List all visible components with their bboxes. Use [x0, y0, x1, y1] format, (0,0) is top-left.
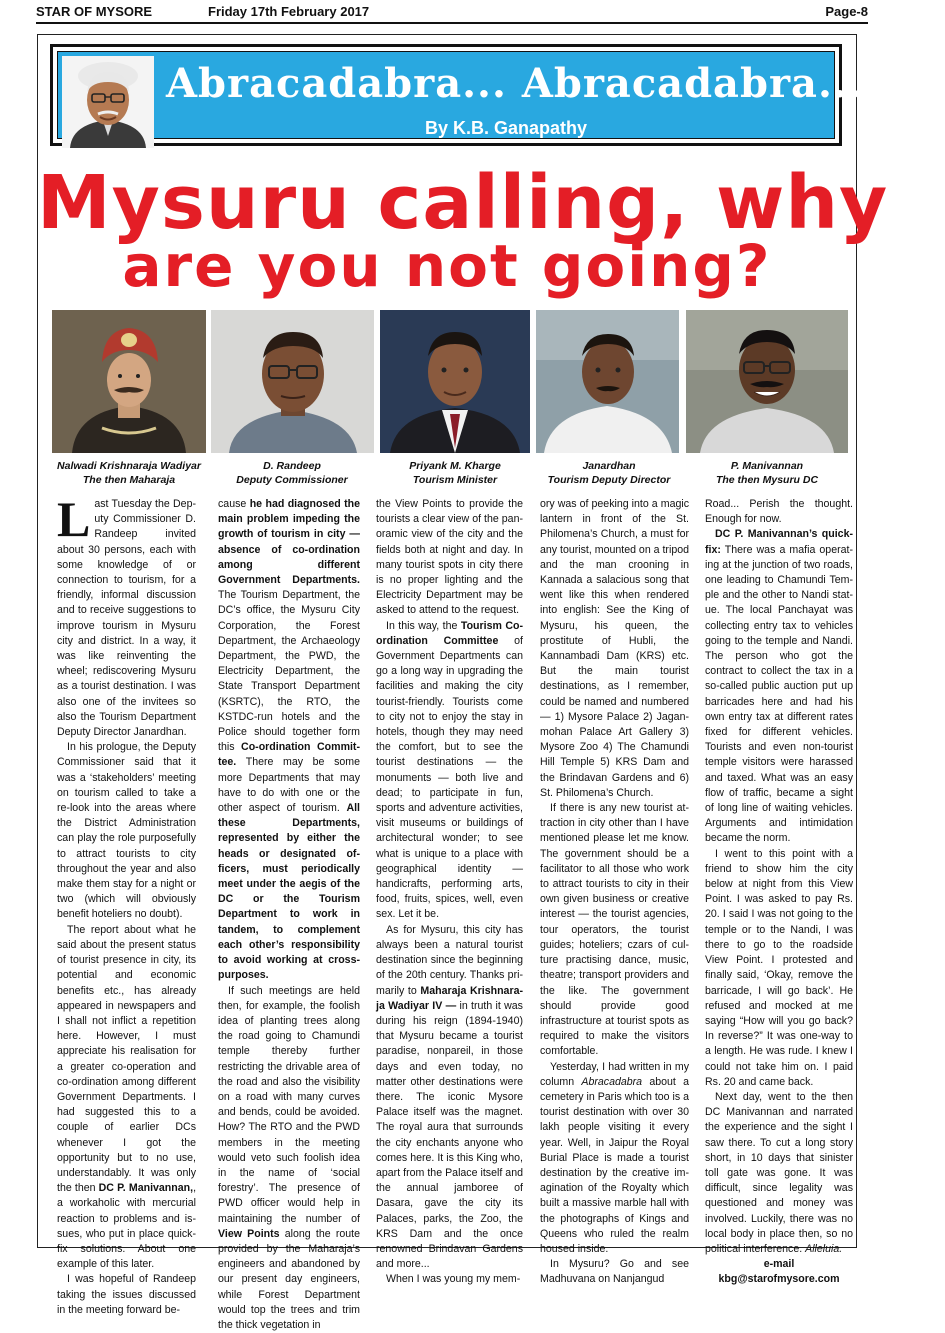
page-header [36, 4, 868, 22]
article-column-1 [57, 497, 196, 1318]
paragraph: If there is any new tourist attraction in city other than I have mentioned please let me know. The government should be a facilitator to all those who work to attract tourists to city in their own given business or creative interest — the tourist agencies, tour operators, the tourist guides; hoteliers; czars of culture practising dance, music, theatre; transport providers and the like. The government should provide good infrastructure at tourist spots as required to make the visitors comfortable. [540, 801, 689, 1059]
paragraph: In Mysuru? Go and see Madhuvana on Nanjangud [540, 1257, 689, 1287]
paragraph: In his prologue, the Deputy Commissioner said that it was a ‘stakeholders’ meeting on tourism called to take a re-look into the areas where the District Administration can play the role purposefully to attract tourists to city throughout the year and also make them stay for a night or two (which will obviously benefit hoteliers no doubt). [57, 740, 196, 922]
paragraph: the View Points to provide the tourists a clear view of the panoramic view of the city and the fields both at night and day. In many tourist spots in city there is no proper lighting and the Electricity Department may be asked to attend to the request. [376, 497, 523, 619]
paragraph: I was hopeful of Randeep taking the issues discussed in the meeting forward be- [57, 1272, 196, 1318]
article-column-3 [376, 497, 523, 1288]
headline-line-2: are you not going? [37, 237, 857, 295]
paragraph: When I was young my mem- [376, 1272, 523, 1287]
photo-manivannan [686, 310, 848, 453]
paragraph: As for Mysuru, this city has always been a natural tourist destination since the beginning of the 20th century. Thanks primarily to Maharaja Krishnaraja Wadiyar IV — in truth it was during his reign (1894-1940) that Mysuru became a tourist paradise, nonpareil, in those days and even today, no matter other destinations were there. The iconic Mysore Palace itself was the magnet. The royal aura that surrounds the city enchants anyone who comes here. It is this King who, apart from the Palace itself and the annual jamboree of Dasara, gave the city its Palaces, parks, the Zoo, the KRS Dam and the once renowned Brindavan Gardens and more... [376, 923, 523, 1273]
columnist-photo [62, 56, 154, 148]
drop-cap: L [57, 499, 90, 539]
paragraph: DC P. Manivannan’s quick-fix: There was a mafia operating at the junction of two roads, one leading to Chamundi Temple and the other to Nandi statue. The local Panchayat was collecting entry tax to vehicles going to the temple and Nandi. The person who got the contract to collect the tax in a so-called public auction put up barricades here and had his own entry tax at different rates fixed for different vehicles. Tourists and even non-tourist temple visitors were harassed and taxed. What was an easy flow of traffic, became a sight of long line of waiting vehicles. Arguments and intimidation became the norm. [705, 527, 853, 846]
caption-maharaja [44, 459, 214, 487]
header-rule [36, 22, 868, 24]
paragraph: cause he had diagnosed the main problem impeding the growth of tourism in city — absence of co-ordination among different Government Departments. The Tourism Department, the DC’s office, the Mysuru City Corporation, the Forest Department, the Archaeology Department, the PWD, the Electricity Department, the State Transport Department (KSRTC), the RTO, the KSTDC-run hotels and the Police should together form this Co-ordination Committee. There may be some more Departments that may have to do with one or the other aspect of tourism. All these Departments, represented by either the heads or designated officers, must periodically meet under the aegis of the DC or the Tourism Department to work in tandem, to complement each other’s responsibility to avoid working at cross-purposes. [218, 497, 360, 984]
column-banner [50, 44, 842, 146]
caption-role: Tourism Deputy Director [524, 473, 694, 487]
paragraph: Next day, went to the then DC Manivannan and narrated the experience and the sight I saw there. To cut a long story short, in 10 days that sinister toll gate was gone. It was difficult, since legality was questioned and money was involved. Luckily, there was no local body in place then, so no political interference. Alleluia. [705, 1090, 853, 1257]
headline-line-1: Mysuru calling, why [37, 166, 857, 240]
email-address[interactable]: kbg@starofmysore.com [705, 1272, 853, 1287]
caption-name: Janardhan [524, 459, 694, 473]
paragraph: Road... Perish the thought. Enough for now. [705, 497, 853, 527]
caption-name: D. Randeep [207, 459, 377, 473]
caption-role: Tourism Minister [370, 473, 540, 487]
photo-kharge [380, 310, 530, 453]
paragraph: If such meetings are held then, for example, the foolish idea of planting trees along the road going to Chamundi temple thereby further restricting the drivable area of the road and also the visibility on a road with many curves and bends, could be avoided. How? The RTO and the PWD members in the meeting would veto such foolish idea in the name of ‘social forestry’. The presence of PWD officer would help in maintaining the number of View Points along the route provided by the Maharaja’s engineers and abandoned by our present day engineers, while Forest Department would top the trees and trim the thick vegetation in [218, 984, 360, 1333]
article-column-4 [540, 497, 689, 1288]
photo-randeep [211, 310, 374, 453]
caption-randeep [207, 459, 377, 487]
photo-maharaja [52, 310, 206, 453]
page-number: Page-8 [825, 4, 868, 19]
photo-janardhan [536, 310, 679, 453]
article-column-2 [218, 497, 360, 1333]
caption-janardhan [524, 459, 694, 487]
paragraph: ory was of peeking into a magic lantern in front of the St. Philomena’s Church, a must for any tourist, mounted on a tripod and the man crooning in Kannada a salacious song that went like this when rendered into english: See the King of Mysuru, his queen, the prostitute of Hubli, the Kannambadi Dam (KRS) etc. But the main tourist destinations, as I remember, could be named and numbered — 1) Mysore Palace 2) Jaganmohan Palace Art Gallery 3) Mysore Zoo 4) The Chamundi Hill Temple 5) KRS Dam and the Brindavan Gardens and 6) St. Philomena’s Church. [540, 497, 689, 801]
column-title: Abracadabra... Abracadabra... [166, 60, 846, 107]
caption-name: P. Manivannan [682, 459, 852, 473]
paragraph: Yesterday, I had written in my column Abracadabra about a cemetery in Paris which too is a tourist destination with over 30 lakh people visiting it every year. Well, in Jaipur the Royal Burial Place is made a tourist destination by the creative imagination of the Royalty which built a massive marble hall with the photographs of Kings and Queens who ruled the realm housed inside. [540, 1060, 689, 1258]
article-column-5 [705, 497, 853, 1288]
banner-background [57, 51, 835, 139]
paragraph: Last Tuesday the Deputy Commissioner D. Randeep invited about 30 persons, each with some knowledge of or connection to tourism, for a friendly, informal discussion and to receive suggestions to improve tourism in Mysuru city and district. In a way, it was like reinventing the wheel; rediscovering Mysuru as a tourist destination. I was also one of the invitees so also the Tourism Department Deputy Director Janardhan. [57, 497, 196, 740]
caption-role: Deputy Commissioner [207, 473, 377, 487]
paragraph: In this way, the Tourism Co-ordination Committee of Government Departments can go a long way in upgrading the facilities and making the city tourist-friendly. Tourists come to city not to enjoy the stay in hotels, though they may need the comfort, but to see the tourist destinations — the monuments — both live and dead; to participate in fun, sports and adventure activities, visit museums or buildings of architectural wonder; to see what is unique to a place with geographical identity — handicrafts, performing arts, food, fruits, spices, well, even sex. Let it be. [376, 619, 523, 923]
publication-name: STAR OF MYSORE [36, 4, 152, 19]
caption-role: The then Mysuru DC [682, 473, 852, 487]
paragraph: I went to this point with a friend to show him the city below at night from this View Point. I was asked to pay Rs. 20. I said I was not going to the temple or to the Nandi, I was there to go to the roadside View Point. I protested and finally said, ‘Okay, remove the barricade, I will go back’. He refused and mocked at me saying “How will you go back? In reverse?” It was one-way to a length. He was rude. I knew I could not take him on. I paid Rs. 20 and came back. [705, 847, 853, 1090]
email-label: e-mail [705, 1257, 853, 1272]
byline: By K.B. Ganapathy [166, 118, 846, 139]
caption-name: Nalwadi Krishnaraja Wadiyar [44, 459, 214, 473]
paragraph: The report about what he said about the present status of tourist presence in city, its potential and economic benefits etc., has already appeared in newspapers and I shall not inflict a repetition here. However, I must appreciate his realisation for a greater co-operation and co-ordination among different Government Departments. I had suggested this to a couple of earlier DCs whenever I got the opportunity but to no use, understandably. It was only the then DC P. Manivannan,, a workaholic with mercurial reaction to problems and issues, who put in place quick-fix solutions. About one example of this later. [57, 923, 196, 1273]
caption-name: Priyank M. Kharge [370, 459, 540, 473]
caption-kharge [370, 459, 540, 487]
issue-date: Friday 17th February 2017 [208, 4, 369, 19]
caption-role: The then Maharaja [44, 473, 214, 487]
caption-manivannan [682, 459, 852, 487]
